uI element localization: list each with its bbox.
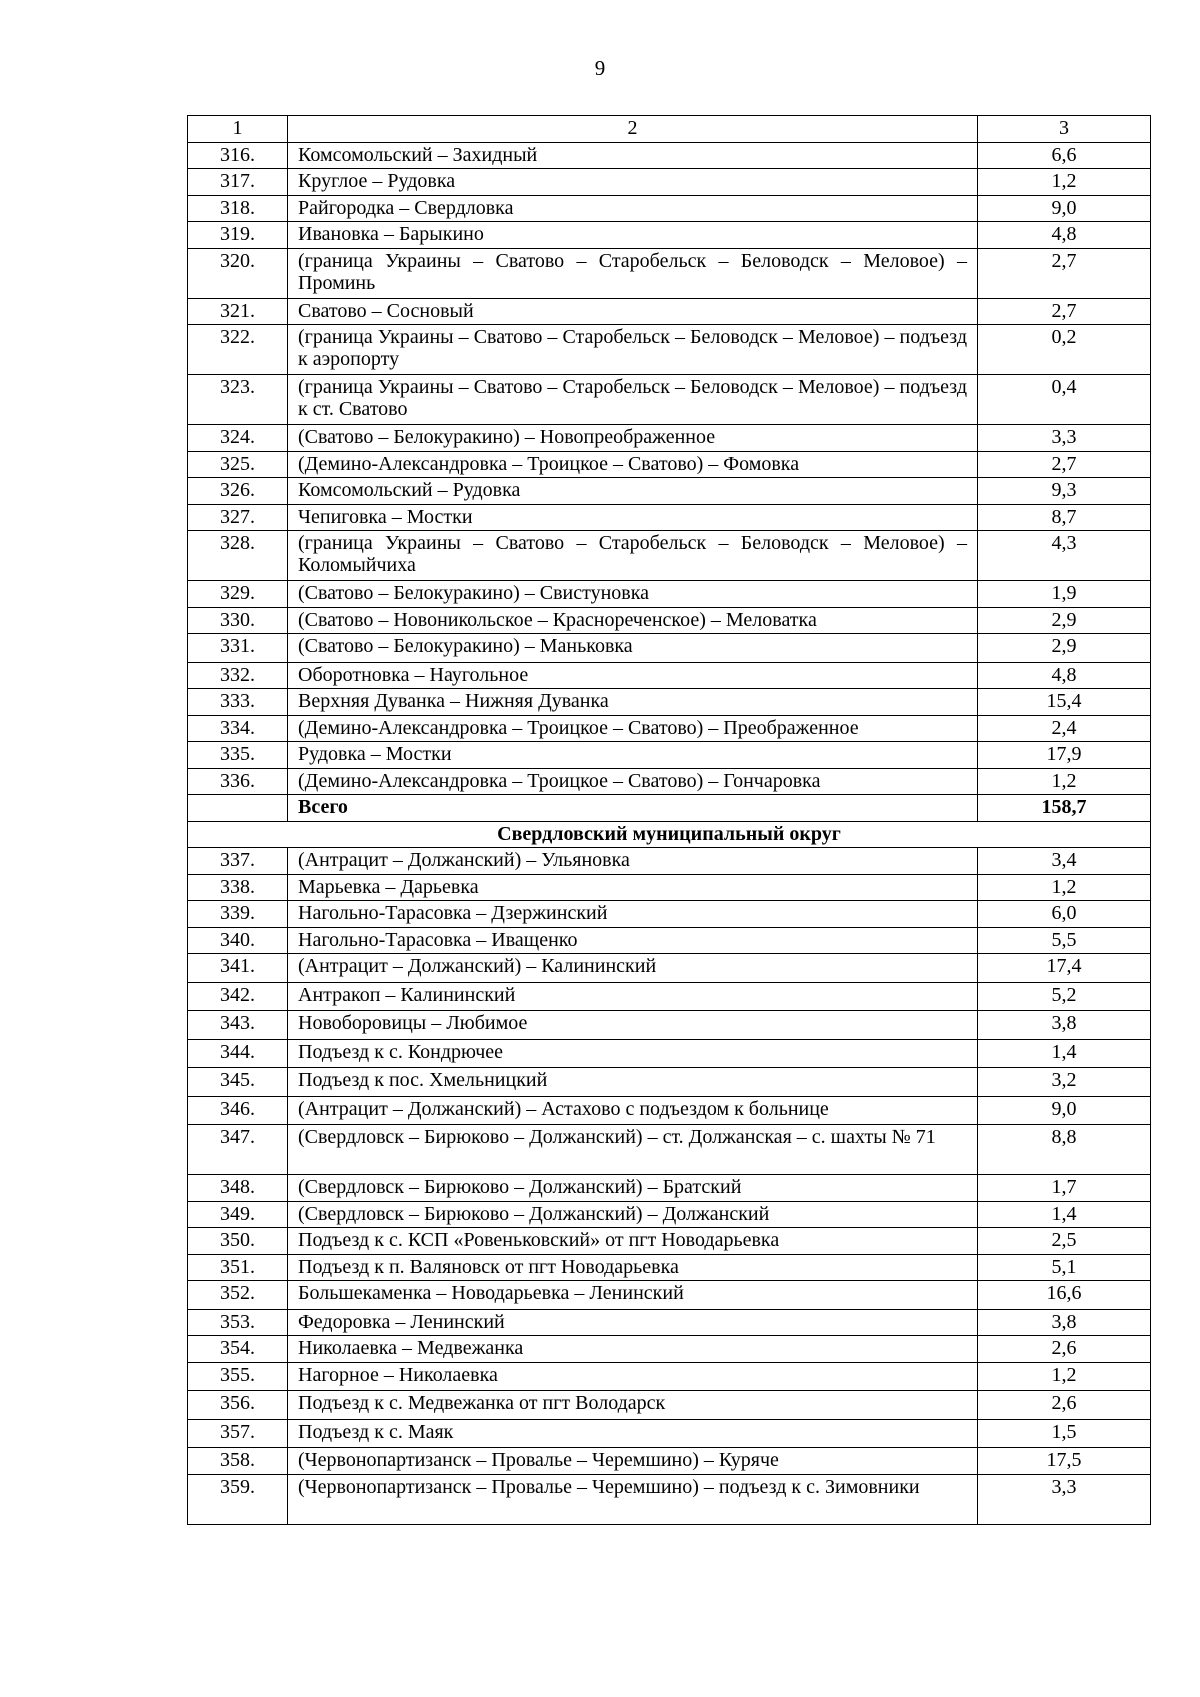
table-row [188, 1201, 1151, 1228]
section-title: Свердловский муниципальный округ [188, 821, 1151, 848]
road-length: 1,2 [978, 768, 1151, 795]
row-number: 316. [188, 142, 288, 169]
road-length: 16,6 [978, 1281, 1151, 1310]
table-row [188, 1309, 1151, 1336]
road-name: (Свердловск – Бирюково – Должанский) – Братский [288, 1175, 978, 1202]
table-row [188, 222, 1151, 249]
table-row [188, 848, 1151, 875]
table-row [188, 954, 1151, 983]
road-name: (Антрацит – Должанский) – Калининский [288, 954, 978, 983]
road-name: Сватово – Сосновый [288, 298, 978, 325]
table-row [188, 715, 1151, 742]
road-length: 3,2 [978, 1068, 1151, 1097]
road-name: (Антрацит – Должанский) – Астахово с подъездом к больнице [288, 1096, 978, 1125]
road-length: 17,9 [978, 742, 1151, 769]
road-length: 2,5 [978, 1228, 1151, 1255]
road-name: (Сватово – Белокуракино) – Свистуновка [288, 581, 978, 608]
row-number: 340. [188, 927, 288, 954]
table-row [188, 504, 1151, 531]
road-name: Подъезд к с. Медвежанка от пгт Володарск [288, 1391, 978, 1420]
table-row [188, 581, 1151, 608]
road-length: 5,2 [978, 982, 1151, 1011]
table-row [188, 1281, 1151, 1310]
table-row [188, 195, 1151, 222]
header-col-2: 2 [288, 116, 978, 143]
row-number: 344. [188, 1039, 288, 1068]
road-name: (граница Украины – Сватово – Старобельск – Беловодск – Меловое) – Проминь [288, 248, 978, 298]
row-number: 324. [188, 425, 288, 452]
table-row [188, 742, 1151, 769]
row-number: 338. [188, 874, 288, 901]
road-length: 2,7 [978, 298, 1151, 325]
road-length: 6,6 [978, 142, 1151, 169]
row-number: 321. [188, 298, 288, 325]
road-name: (Антрацит – Должанский) – Ульяновка [288, 848, 978, 875]
road-length: 9,0 [978, 1096, 1151, 1125]
total-row [188, 795, 1151, 822]
table-row [188, 1448, 1151, 1475]
row-number: 339. [188, 901, 288, 928]
road-length: 2,6 [978, 1391, 1151, 1420]
row-number: 353. [188, 1309, 288, 1336]
table-row [188, 901, 1151, 928]
road-length: 1,2 [978, 169, 1151, 196]
road-length: 6,0 [978, 901, 1151, 928]
road-name: (граница Украины – Сватово – Старобельск – Беловодск – Меловое) – подъезд к аэропорту [288, 325, 978, 375]
row-number: 326. [188, 478, 288, 505]
row-number: 331. [188, 634, 288, 663]
road-name: (Сватово – Белокуракино) – Маньковка [288, 634, 978, 663]
road-name: Нагольно-Тарасовка – Дзержинский [288, 901, 978, 928]
row-number: 322. [188, 325, 288, 375]
row-number: 328. [188, 531, 288, 581]
road-name: (Свердловск – Бирюково – Должанский) – ст. Должанская – с. шахты № 71 [288, 1125, 978, 1175]
road-length: 3,3 [978, 1474, 1151, 1524]
road-length: 4,8 [978, 222, 1151, 249]
road-length: 3,8 [978, 1309, 1151, 1336]
table-row [188, 1096, 1151, 1125]
table-row [188, 142, 1151, 169]
road-length: 0,2 [978, 325, 1151, 375]
row-number: 317. [188, 169, 288, 196]
row-number: 358. [188, 1448, 288, 1475]
row-number: 341. [188, 954, 288, 983]
row-number: 333. [188, 689, 288, 716]
table-header-row [188, 116, 1151, 143]
table-row [188, 1068, 1151, 1097]
table-row [188, 1474, 1151, 1524]
row-number: 329. [188, 581, 288, 608]
table-row [188, 689, 1151, 716]
road-name: Подъезд к пос. Хмельницкий [288, 1068, 978, 1097]
header-col-3: 3 [978, 116, 1151, 143]
road-length: 8,8 [978, 1125, 1151, 1175]
row-number: 351. [188, 1254, 288, 1281]
row-number: 319. [188, 222, 288, 249]
header-col-1: 1 [188, 116, 288, 143]
road-length: 0,4 [978, 375, 1151, 425]
road-name: Подъезд к с. Кондрючее [288, 1039, 978, 1068]
row-number: 327. [188, 504, 288, 531]
road-length: 4,3 [978, 531, 1151, 581]
road-name: (Сватово – Новоникольское – Краснореченское) – Меловатка [288, 607, 978, 634]
row-number: 343. [188, 1011, 288, 1040]
table-row [188, 1125, 1151, 1175]
road-name: Нагорное – Николаевка [288, 1362, 978, 1391]
road-name: (Демино-Александровка – Троицкое – Сватово) – Фомовка [288, 451, 978, 478]
road-length: 5,5 [978, 927, 1151, 954]
road-length: 2,9 [978, 634, 1151, 663]
road-name: (Сватово – Белокуракино) – Новопреображенное [288, 425, 978, 452]
road-length: 17,5 [978, 1448, 1151, 1475]
road-length: 3,4 [978, 848, 1151, 875]
road-length: 1,4 [978, 1201, 1151, 1228]
road-name: Николаевка – Медвежанка [288, 1336, 978, 1363]
road-name: Марьевка – Дарьевка [288, 874, 978, 901]
road-length: 3,8 [978, 1011, 1151, 1040]
road-name: (граница Украины – Сватово – Старобельск – Беловодск – Меловое) – подъезд к ст. Сватово [288, 375, 978, 425]
table-row [188, 927, 1151, 954]
total-value: 158,7 [978, 795, 1151, 822]
row-number: 352. [188, 1281, 288, 1310]
road-length: 2,7 [978, 451, 1151, 478]
row-number: 336. [188, 768, 288, 795]
row-number: 334. [188, 715, 288, 742]
row-number: 325. [188, 451, 288, 478]
road-name: Подъезд к с. Маяк [288, 1419, 978, 1448]
table-row [188, 375, 1151, 425]
road-length: 2,7 [978, 248, 1151, 298]
road-name: (Демино-Александровка – Троицкое – Сватово) – Гончаровка [288, 768, 978, 795]
table-row [188, 1362, 1151, 1391]
road-length: 1,5 [978, 1419, 1151, 1448]
row-number: 332. [188, 662, 288, 689]
row-number: 346. [188, 1096, 288, 1125]
table-row [188, 1011, 1151, 1040]
road-name: Верхняя Дуванка – Нижняя Дуванка [288, 689, 978, 716]
road-name: Большекаменка – Новодарьевка – Ленинский [288, 1281, 978, 1310]
road-name: Нагольно-Тарасовка – Иващенко [288, 927, 978, 954]
table-row [188, 248, 1151, 298]
road-name: Федоровка – Ленинский [288, 1309, 978, 1336]
table-row [188, 634, 1151, 663]
table-row [188, 1419, 1151, 1448]
table-row [188, 874, 1151, 901]
row-number: 354. [188, 1336, 288, 1363]
table-row [188, 768, 1151, 795]
row-number: 356. [188, 1391, 288, 1420]
road-name: Новоборовицы – Любимое [288, 1011, 978, 1040]
page-number: 9 [594, 56, 606, 80]
road-name: Ивановка – Барыкино [288, 222, 978, 249]
road-name: (Свердловск – Бирюково – Должанский) – Должанский [288, 1201, 978, 1228]
table-row [188, 478, 1151, 505]
road-name: Райгородка – Свердловка [288, 195, 978, 222]
road-length: 5,1 [978, 1254, 1151, 1281]
row-number: 349. [188, 1201, 288, 1228]
row-number: 357. [188, 1419, 288, 1448]
road-name: Оборотновка – Наугольное [288, 662, 978, 689]
row-number: 337. [188, 848, 288, 875]
road-name: Круглое – Рудовка [288, 169, 978, 196]
row-number: 355. [188, 1362, 288, 1391]
road-name: Рудовка – Мостки [288, 742, 978, 769]
table-row [188, 169, 1151, 196]
table-row [188, 1336, 1151, 1363]
road-name: Подъезд к с. КСП «Ровеньковский» от пгт Новодарьевка [288, 1228, 978, 1255]
road-name: Комсомольский – Рудовка [288, 478, 978, 505]
total-empty-cell [188, 795, 288, 822]
road-length: 3,3 [978, 425, 1151, 452]
row-number: 348. [188, 1175, 288, 1202]
row-number: 335. [188, 742, 288, 769]
table-row [188, 1039, 1151, 1068]
row-number: 318. [188, 195, 288, 222]
table-row [188, 325, 1151, 375]
road-length: 17,4 [978, 954, 1151, 983]
road-length: 1,9 [978, 581, 1151, 608]
road-length: 1,2 [978, 1362, 1151, 1391]
table-row [188, 662, 1151, 689]
table-row [188, 1391, 1151, 1420]
table-row [188, 1228, 1151, 1255]
road-length: 1,4 [978, 1039, 1151, 1068]
row-number: 359. [188, 1474, 288, 1524]
road-name: Подъезд к п. Валяновск от пгт Новодарьевка [288, 1254, 978, 1281]
road-length: 2,9 [978, 607, 1151, 634]
roads-table [187, 115, 1151, 1525]
roads-table-body [188, 116, 1151, 1525]
road-name: (Червонопартизанск – Провалье – Черемшино) – Куряче [288, 1448, 978, 1475]
table-row [188, 982, 1151, 1011]
road-length: 2,4 [978, 715, 1151, 742]
row-number: 342. [188, 982, 288, 1011]
row-number: 347. [188, 1125, 288, 1175]
road-name: Комсомольский – Захидный [288, 142, 978, 169]
road-name: (Червонопартизанск – Провалье – Черемшино) – подъезд к с. Зимовники [288, 1474, 978, 1524]
row-number: 345. [188, 1068, 288, 1097]
table-row [188, 1254, 1151, 1281]
road-length: 4,8 [978, 662, 1151, 689]
road-length: 1,2 [978, 874, 1151, 901]
table-row [188, 1175, 1151, 1202]
road-name: Антракоп – Калининский [288, 982, 978, 1011]
table-row [188, 531, 1151, 581]
road-name: (граница Украины – Сватово – Старобельск – Беловодск – Меловое) – Коломыйчиха [288, 531, 978, 581]
row-number: 330. [188, 607, 288, 634]
road-length: 9,3 [978, 478, 1151, 505]
section-row [188, 821, 1151, 848]
table-row [188, 298, 1151, 325]
road-length: 9,0 [978, 195, 1151, 222]
row-number: 320. [188, 248, 288, 298]
road-length: 8,7 [978, 504, 1151, 531]
road-name: (Демино-Александровка – Троицкое – Сватово) – Преображенное [288, 715, 978, 742]
road-name: Чепиговка – Мостки [288, 504, 978, 531]
row-number: 350. [188, 1228, 288, 1255]
road-length: 1,7 [978, 1175, 1151, 1202]
table-row [188, 607, 1151, 634]
table-row [188, 425, 1151, 452]
table-row [188, 451, 1151, 478]
road-length: 2,6 [978, 1336, 1151, 1363]
row-number: 323. [188, 375, 288, 425]
total-label: Всего [288, 795, 978, 822]
road-length: 15,4 [978, 689, 1151, 716]
